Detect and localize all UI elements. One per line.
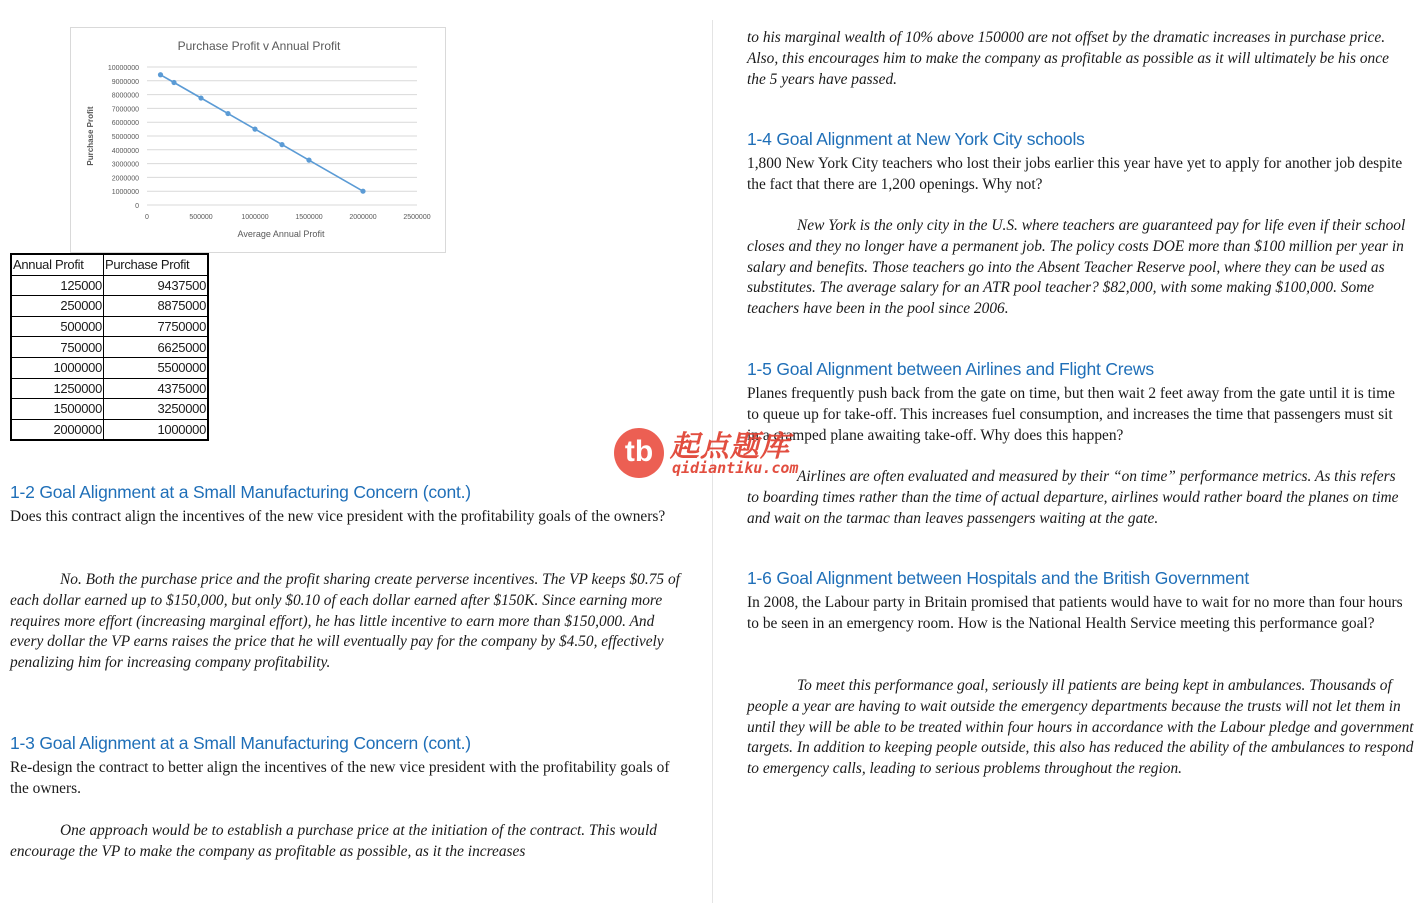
table-cell: 3250000 xyxy=(104,399,209,420)
watermark xyxy=(614,426,814,482)
table-row xyxy=(11,399,208,420)
chart-x-tick-label: 2000000 xyxy=(349,214,377,221)
table-cell: 5500000 xyxy=(104,357,209,378)
line-chart xyxy=(70,27,446,253)
watermark-site-text: qidiantiku.com xyxy=(672,459,799,477)
table-row xyxy=(11,357,208,378)
table-cell: 250000 xyxy=(11,296,104,317)
table-cell: 125000 xyxy=(11,275,104,296)
chart-y-tick-label: 0 xyxy=(135,203,139,210)
table-cell: 1000000 xyxy=(104,419,209,440)
chart-x-tick-label: 500000 xyxy=(189,214,213,221)
table-cell: 7750000 xyxy=(104,316,209,337)
table-cell: 4375000 xyxy=(104,378,209,399)
chart-data-point xyxy=(198,95,203,100)
watermark-chinese-text: 起点题库 xyxy=(670,429,791,463)
chart-x-tick-label: 1000000 xyxy=(241,214,269,221)
table-cell: 1250000 xyxy=(11,378,104,399)
section-1-6-answer: To meet this performance goal, seriously ill patients are being kept in ambulances. Thousands of people a year are having to wait outside the emergency departments because the trusts will not let them in until they will be able to be treated within four hours in accordance with the Labour pledge and government targets. In addition to keeping people outside, this also has reduced the ability of the ambulances to respond to emergency calls, leading to serious problems throughout the region. xyxy=(747,677,1414,778)
section-1-3-question: Re-design the contract to better align the incentives of the new vice president with the profitability goals of the owners. xyxy=(10,759,670,797)
section-1-4-question: 1,800 New York City teachers who lost their jobs earlier this year have yet to apply for another job despite the fact that there are 1,200 openings. Why not? xyxy=(747,155,1403,193)
chart-data-point xyxy=(279,142,284,147)
chart-data-point xyxy=(158,72,163,77)
chart-y-axis-label: Purchase Profit xyxy=(86,106,95,166)
table-header-annual-profit: Annual Profit xyxy=(11,254,104,275)
chart-y-tick-label: 9000000 xyxy=(111,78,139,86)
chart-data-point xyxy=(252,127,257,132)
chart-x-axis-label: Average Annual Profit xyxy=(237,229,325,239)
table-cell: 6625000 xyxy=(104,337,209,358)
chart-data-point xyxy=(171,80,176,85)
table-row xyxy=(11,419,208,440)
table-row xyxy=(11,275,208,296)
chart-data-point xyxy=(306,158,311,163)
chart-y-tick-label: 10000000 xyxy=(107,65,139,72)
table-cell: 9437500 xyxy=(104,275,209,296)
section-1-6-question: In 2008, the Labour party in Britain promised that patients would have to wait for no more than four hours to be seen in an emergency room. How is the National Health Service meeting this performance goal? xyxy=(747,594,1403,632)
chart-y-tick-label: 8000000 xyxy=(111,92,139,100)
chart-y-tick-label: 7000000 xyxy=(111,106,139,114)
table-row xyxy=(11,316,208,337)
chart-x-tick-label: 0 xyxy=(145,214,149,221)
table-cell: 1000000 xyxy=(11,357,104,378)
chart-y-tick-label: 6000000 xyxy=(111,120,139,128)
section-1-5-heading: 1-5 Goal Alignment between Airlines and Flight Crews xyxy=(747,359,1154,379)
chart-y-tick-label: 1000000 xyxy=(111,189,139,197)
section-1-3-heading: 1-3 Goal Alignment at a Small Manufacturing Concern (cont.) xyxy=(10,733,471,753)
section-1-4-answer: New York is the only city in the U.S. where teachers are guaranteed pay for life even if their school closes and they no longer have a permanent job. The policy costs DOE more than $100 million per year in salary and benefits. Those teachers go into the Absent Teacher Reserve pool, where they can be used as substitutes. The average salary for an ATR pool teacher? $82,000, with some making $100,000. Some teachers have been in the pool since 2006. xyxy=(747,217,1406,318)
section-1-6-heading: 1-6 Goal Alignment between Hospitals and the British Government xyxy=(747,568,1249,588)
table-header-row xyxy=(11,254,208,275)
section-1-2-heading: 1-2 Goal Alignment at a Small Manufacturing Concern (cont.) xyxy=(10,482,471,502)
chart-data-point xyxy=(360,189,365,194)
chart-x-tick-label: 1500000 xyxy=(295,214,323,221)
chart-y-tick-label: 3000000 xyxy=(111,161,139,169)
chart-y-tick-label: 2000000 xyxy=(111,175,139,183)
table-row xyxy=(11,337,208,358)
table-cell: 750000 xyxy=(11,337,104,358)
chart-series-line xyxy=(161,75,364,191)
watermark-logo-icon: tb xyxy=(614,428,664,478)
chart-svg xyxy=(71,28,445,252)
table-cell: 8875000 xyxy=(104,296,209,317)
section-1-2-answer: No. Both the purchase price and the profit sharing create perverse incentives. The VP keeps $0.75 of each dollar earned up to $150,000, but only $0.10 of each dollar earned after $150K. Since earning more requires more effort (increasing marginal effort), he has little incentive to earn more than $150,000. And every dollar the VP earns raises the price that he will eventually pay for the company by $4.50, effectively penalizing him for increasing company profitability. xyxy=(10,571,680,672)
section-1-2-question: Does this contract align the incentives of the new vice president with the profitability goals of the owners? xyxy=(10,508,666,525)
section-1-4-heading: 1-4 Goal Alignment at New York City schools xyxy=(747,129,1085,149)
chart-data-point xyxy=(225,111,230,116)
table-cell: 500000 xyxy=(11,316,104,337)
chart-x-tick-label: 2500000 xyxy=(403,214,431,221)
section-1-3-answer: One approach would be to establish a purchase price at the initiation of the contract. This would encourage the VP to make the company as profitable as possible, as it the increases xyxy=(10,822,657,860)
profit-table xyxy=(10,253,209,441)
table-cell: 1500000 xyxy=(11,399,104,420)
section-1-5-answer: Airlines are often evaluated and measured by their “on time” performance metrics. As this refers to boarding times rather than the time of actual departure, airlines would rather board the planes on time and wait on the tarmac than leaves passengers waiting at the gate. xyxy=(747,468,1399,527)
table-row xyxy=(11,296,208,317)
table-header-purchase-profit: Purchase Profit xyxy=(104,254,209,275)
chart-y-tick-label: 5000000 xyxy=(111,134,139,141)
section-1-5-question: Planes frequently push back from the gate on time, but then wait 2 feet away from the gate until it is time to queue up for take-off. This increases fuel consumption, and increases the time that passengers must sit in a cramped plane awaiting take-off. Why does this happen? xyxy=(747,385,1395,444)
chart-title: Purchase Profit v Annual Profit xyxy=(177,39,341,53)
chart-y-tick-label: 4000000 xyxy=(111,147,139,155)
table-cell: 2000000 xyxy=(11,419,104,440)
table-row xyxy=(11,378,208,399)
continuation-text: to his marginal wealth of 10% above 150000 are not offset by the dramatic increases in purchase price. Also, this encourages him to make the company as profitable as possible as it will ultimately be his once the 5 years have passed. xyxy=(747,29,1389,88)
